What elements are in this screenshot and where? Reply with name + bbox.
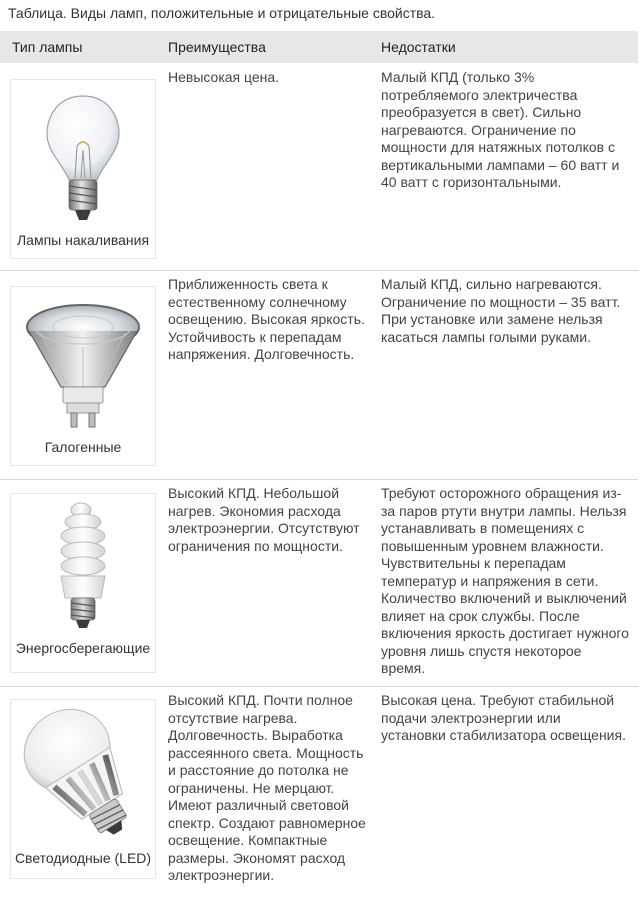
table-row-halogen xyxy=(0,271,638,480)
lamp-type-label: Энергосберегающие xyxy=(15,640,151,656)
cfl-bulb-icon xyxy=(11,494,155,646)
lamp-type-label: Светодиодные (LED) xyxy=(14,850,152,866)
halogen-bulb-icon xyxy=(11,287,155,439)
disadvantages-cell: Требуют осторожного обращения из-за паров ртути внутри лампы. Нельзя устанавливать в помещениях с повышенным уровнем влажности. Чувствительны к перепадам температур и напряжения в сети. Количество включений и выключений влияет на срок службы. После включения яркость достигает нужного уровня лишь спустя некоторое время. xyxy=(381,485,629,676)
advantages-cell: Приближенность света к естественному солнечному освещению. Высокая яркость. Устойчивость к перепадам напряжения. Долговечность. xyxy=(168,276,365,362)
incandescent-bulb-icon xyxy=(11,80,155,232)
led-bulb-icon xyxy=(11,700,155,852)
lamp-image-frame xyxy=(10,493,156,673)
lamp-type-label: Галогенные xyxy=(44,439,122,455)
advantages-cell: Высокий КПД. Небольшой нагрев. Экономия расхода электроэнергии. Отсутствуют ограничения по мощности. xyxy=(168,485,360,554)
lamp-image-frame xyxy=(10,699,156,879)
column-header-type: Тип лампы xyxy=(12,39,83,55)
lamp-type-label: Лампы накаливания xyxy=(16,232,150,248)
table-caption: Таблица. Виды ламп, положительные и отрицательные свойства. xyxy=(8,5,436,21)
lamp-image-frame xyxy=(10,286,156,466)
advantages-cell: Высокий КПД. Почти полное отсутствие нагрева. Долговечность. Выработка рассеянного света. Мощность и расстояние до потолка не ограничены. Не мерцают. Имеют различный световой спектр. Создают равномерное освещение. Компактные размеры. Экономят расход электроэнергии. xyxy=(168,692,366,883)
column-header-advantages: Преимущества xyxy=(168,39,266,55)
disadvantages-cell: Малый КПД, сильно нагреваются. Ограничение по мощности – 35 ватт. При установке или замене нельзя касаться лампы голыми руками. xyxy=(381,276,621,345)
advantages-cell: Невысокая цена. xyxy=(168,69,280,85)
table-row-energy-saving xyxy=(0,480,638,687)
table-row-led xyxy=(0,687,638,912)
table-header xyxy=(0,31,638,63)
table-row-incandescent xyxy=(0,64,638,271)
disadvantages-cell: Высокая цена. Требуют стабильной подачи электроэнергии или установки стабилизатора освещения. xyxy=(381,692,626,743)
lamp-image-frame xyxy=(10,79,156,259)
disadvantages-cell: Малый КПД (только 3% потребляемого электричества преобразуется в свет). Сильно нагреваются. Ограничение по мощности для натяжных потолков с вертикальными лампами – 60 ватт и 40 ватт с горизонтальными. xyxy=(381,69,620,190)
column-header-disadvantages: Недостатки xyxy=(381,39,456,55)
